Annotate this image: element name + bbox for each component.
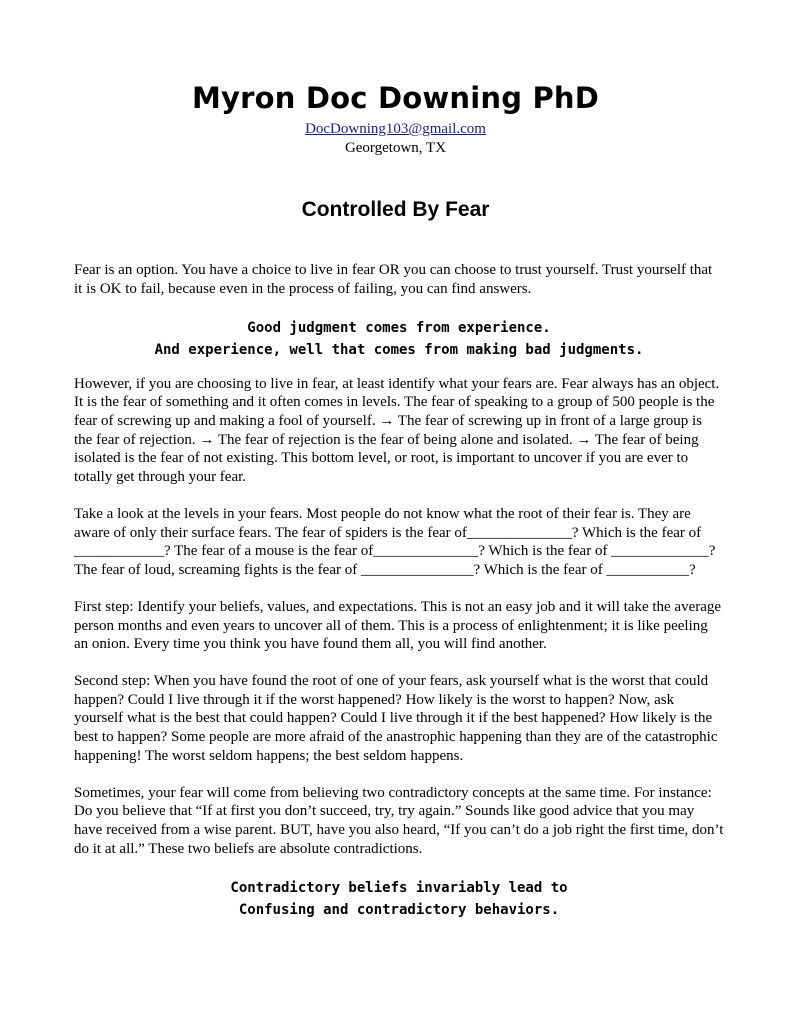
author-name: Myron Doc Downing PhD: [191, 81, 600, 115]
paragraph-first-step: First step: Identify your beliefs, values, and expectations. This is not an easy job and it will take the average person months and even years to uncover all of them. This is a process of enlightenment; it is like peeling an onion. Every time you think you have found them all, you will find another.: [74, 598, 722, 653]
author-location: Georgetown, TX: [344, 140, 447, 156]
quote-judgment: [74, 317, 724, 361]
quote-line: And experience, well that comes from making bad judgments.: [154, 341, 644, 358]
paragraph-fill-in: Take a look at the levels in your fears. Most people do not know what the root of their fear is. They are aware of only their surface fears. The fear of spiders is the fear of______________? Which is the fear of ____________? The fear of a mouse is the fear of______________? Which is the fear of _____________? The fear of loud, screaming fights is the fear of _______________? Which is the fear of ___________?: [74, 505, 716, 578]
paragraph-intro: Fear is an option. You have a choice to live in fear OR you can choose to trust yourself. Trust yourself that it is OK to fail, because even in the process of failing, you can find answers.: [74, 262, 713, 297]
quote-contradictory-beliefs: [74, 877, 724, 921]
quote-line: Contradictory beliefs invariably lead to: [230, 879, 568, 896]
document-title: Controlled By Fear: [301, 198, 490, 221]
document-body: [74, 261, 724, 937]
paragraph-second-step: Second step: When you have found the root of one of your fears, ask yourself what is the worst that could happen? Could I live through it if the worst happened? How likely is the worst to happen? Now, ask yourself what is the best that could happen? Could I live through it if the best happened? How likely is the best to happen? Some people are more afraid of the anastrophic happening than they are of the catastrophic happening! The worst seldom happens; the best seldom happens.: [74, 673, 718, 764]
email-link[interactable]: DocDowning103@gmail.com: [305, 121, 486, 137]
quote-line: Confusing and contradictory behaviors.: [238, 901, 560, 918]
paragraph-contradictions: Sometimes, your fear will come from believing two contradictory concepts at the same time. For instance: Do you believe that “If at first you don’t succeed, try, try again.” Sounds like good advice that you may have received from a wise parent. BUT, have you also heard, “If you can’t do a job right the first time, don’t do it at all.” These two beliefs are absolute contradictions.: [74, 784, 724, 857]
document-header: [0, 80, 791, 158]
paragraph-fear-levels: However, if you are choosing to live in fear, at least identify what your fears are. Fear always has an object. It is the fear of something and it often comes in levels. The fear of speaking to a group of 500 people is the fear of screwing up and making a fool of yourself. → The fear of screwing up in front of a large group is the fear of rejection. → The fear of rejection is the fear of being alone and isolated. → The fear of being isolated is the fear of not existing. This bottom level, or root, is important to uncover if you are ever to totally get through your fear.: [74, 375, 720, 485]
quote-line: Good judgment comes from experience.: [247, 319, 551, 336]
